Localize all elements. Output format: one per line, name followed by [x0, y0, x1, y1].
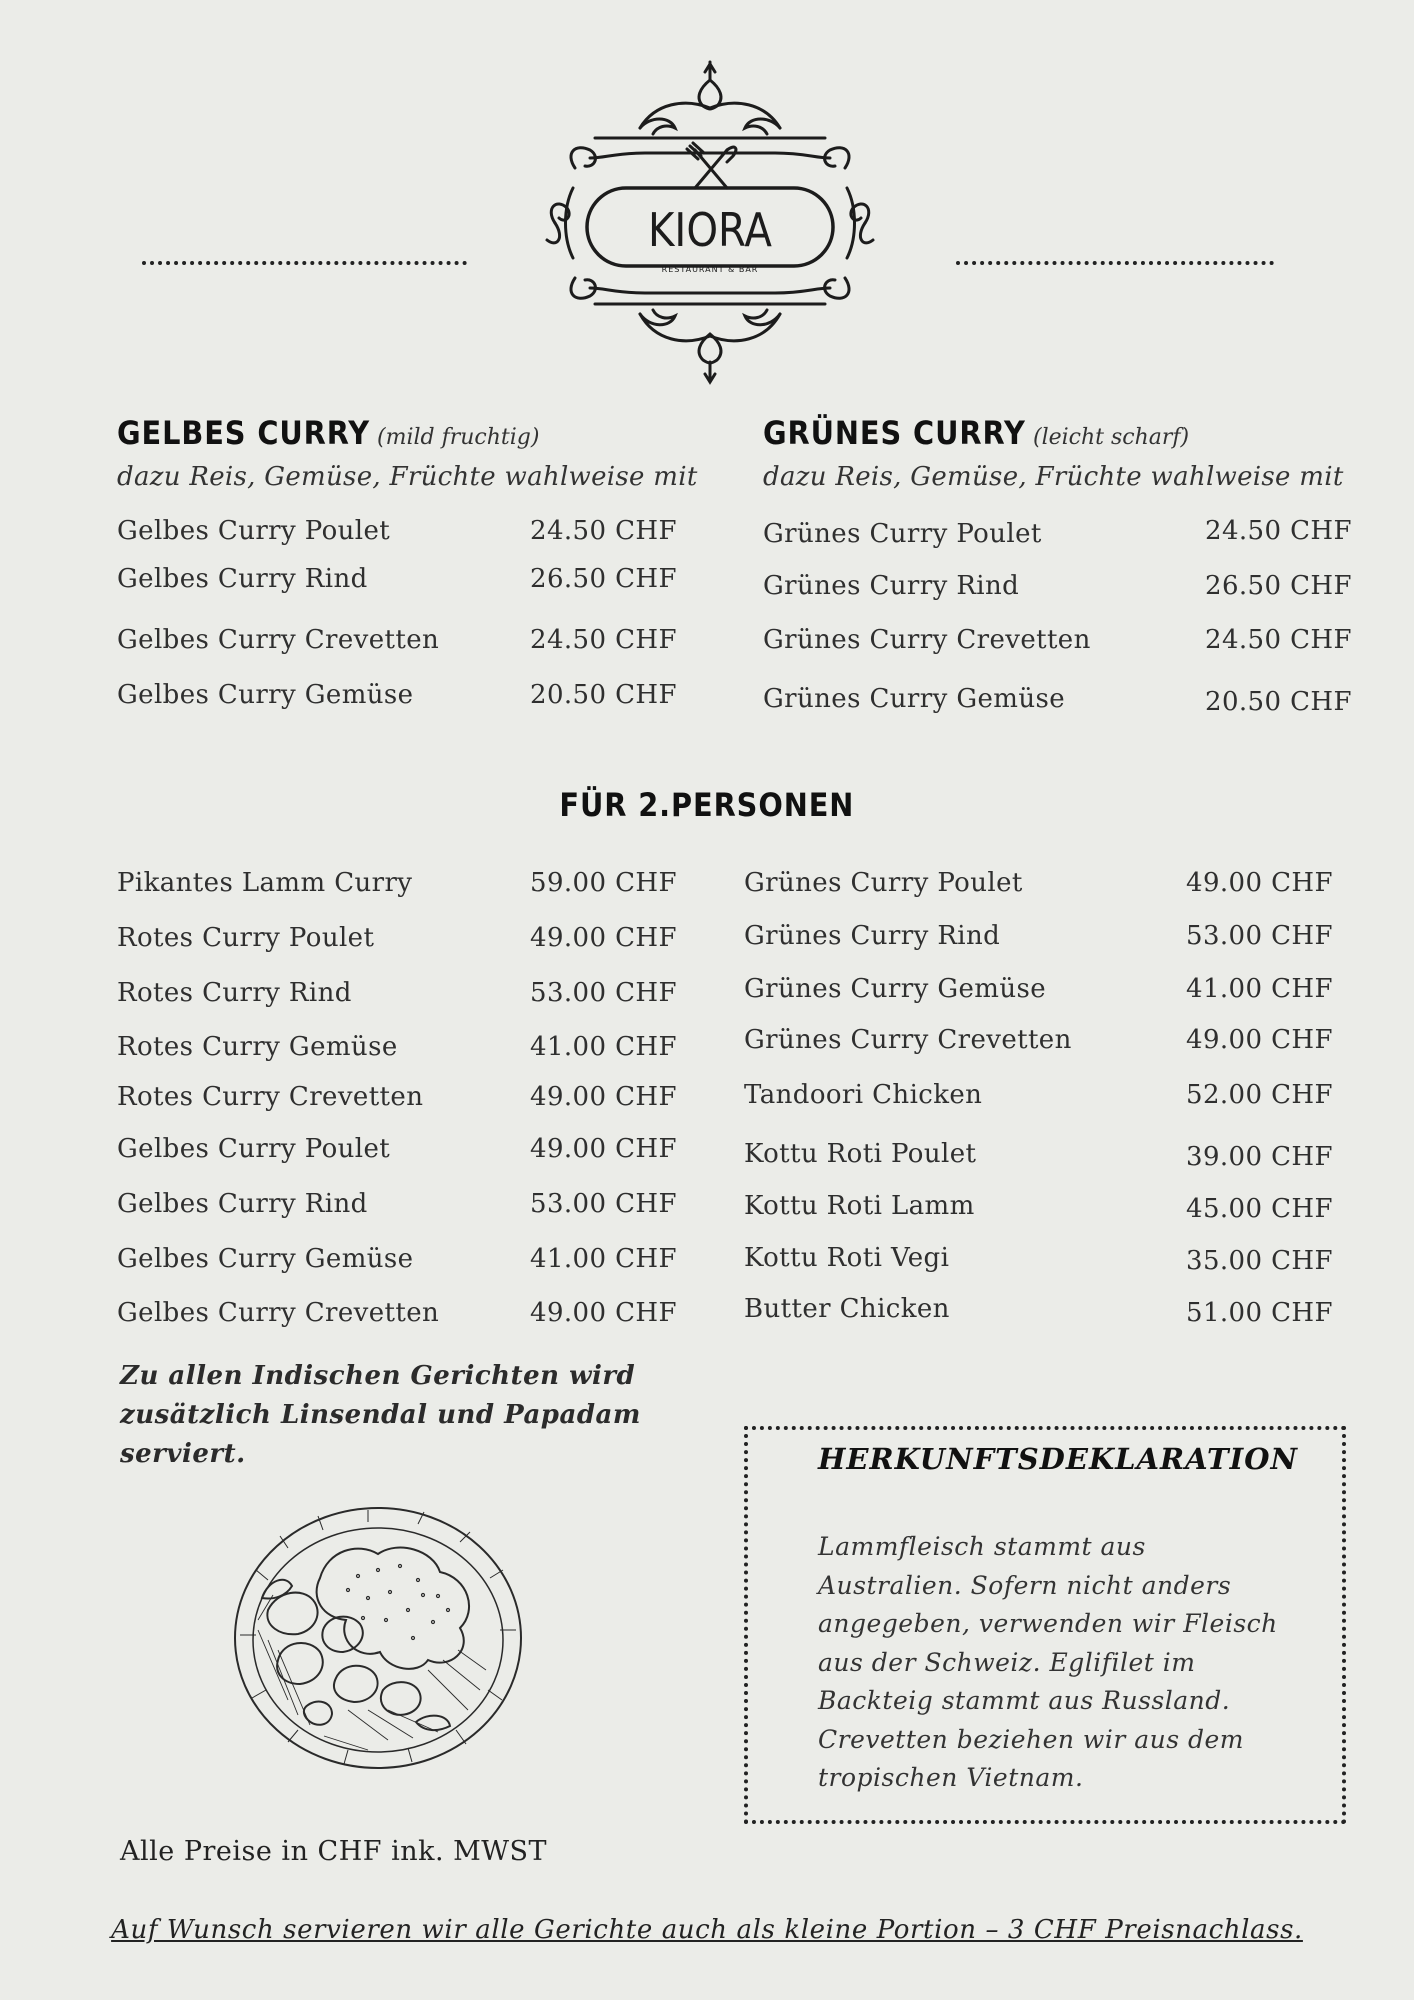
menu-item-name: Tandoori Chicken	[744, 1080, 983, 1110]
menu-item-name: Grünes Curry Gemüse	[763, 684, 1066, 714]
menu-item-name: Gelbes Curry Rind	[117, 1189, 368, 1219]
menu-item-price: 41.00 CHF	[530, 1244, 677, 1274]
menu-item-name: Gelbes Curry Gemüse	[117, 1244, 414, 1274]
menu-item-price: 35.00 CHF	[1186, 1246, 1333, 1276]
menu-item-price: 52.00 CHF	[1186, 1080, 1333, 1110]
menu-item-name: Gelbes Curry Crevetten	[117, 1298, 440, 1328]
dotted-rule-left	[142, 261, 467, 265]
menu-item-price: 41.00 CHF	[530, 1032, 677, 1062]
menu-item-name: Kottu Roti Lamm	[744, 1191, 975, 1221]
menu-item-price: 49.00 CHF	[530, 923, 677, 953]
menu-item-price: 24.50 CHF	[1205, 625, 1352, 655]
note-line: serviert.	[120, 1439, 246, 1469]
two-persons-heading: FÜR 2.PERSONEN	[559, 786, 855, 824]
green-curry-heading: GRÜNES CURRY	[763, 414, 1026, 452]
green-curry-subline: dazu Reis, Gemüse, Früchte wahlweise mit	[763, 462, 1344, 492]
vat-note: Alle Preise in CHF ink. MWST	[120, 1836, 548, 1867]
menu-item-name: Gelbes Curry Poulet	[117, 1134, 391, 1164]
menu-item-name: Pikantes Lamm Curry	[117, 868, 413, 898]
note-line: zusätzlich Linsendal und Papadam	[120, 1400, 641, 1430]
yellow-curry-note: (mild fruchtig)	[377, 425, 540, 450]
menu-item-price: 53.00 CHF	[530, 978, 677, 1008]
origin-line: tropischen Vietnam.	[818, 1763, 1084, 1792]
logo-tagline: RESTAURANT & BAR	[661, 265, 759, 274]
note-line: Zu allen Indischen Gerichten wird	[120, 1361, 636, 1391]
menu-item-name: Gelbes Curry Poulet	[117, 516, 391, 546]
menu-item-name: Grünes Curry Rind	[763, 571, 1020, 601]
menu-item-name: Kottu Roti Vegi	[744, 1243, 950, 1273]
menu-item-price: 59.00 CHF	[530, 868, 677, 898]
dotted-rule-right	[956, 261, 1274, 265]
menu-item-name: Kottu Roti Poulet	[744, 1139, 977, 1169]
menu-item-name: Gelbes Curry Rind	[117, 564, 368, 594]
menu-item-price: 49.00 CHF	[530, 1134, 677, 1164]
menu-item-price: 24.50 CHF	[530, 625, 677, 655]
menu-item-name: Grünes Curry Poulet	[763, 519, 1042, 549]
menu-item-price: 49.00 CHF	[1186, 868, 1333, 898]
small-portion-note: Auf Wunsch servieren wir alle Gerichte auch als kleine Portion – 3 CHF Preisnachlass.	[111, 1915, 1303, 1945]
side-dish-note	[120, 1357, 680, 1474]
yellow-curry-subline: dazu Reis, Gemüse, Früchte wahlweise mit	[117, 462, 698, 492]
yellow-curry-heading: GELBES CURRY	[117, 414, 371, 452]
logo-name: KIORA	[648, 203, 773, 257]
menu-item-price: 45.00 CHF	[1186, 1194, 1333, 1224]
menu-item-name: Grünes Curry Gemüse	[744, 974, 1047, 1004]
menu-item-price: 24.50 CHF	[1205, 516, 1352, 546]
origin-line: Lammfleisch stammt aus	[818, 1532, 1146, 1561]
menu-item-name: Grünes Curry Poulet	[744, 868, 1023, 898]
menu-item-price: 20.50 CHF	[530, 680, 677, 710]
menu-item-name: Butter Chicken	[744, 1294, 950, 1324]
curry-plate-illustration	[228, 1500, 528, 1780]
green-curry-section	[763, 410, 1383, 730]
menu-item-price: 20.50 CHF	[1205, 687, 1352, 717]
menu-item-price: 39.00 CHF	[1186, 1142, 1333, 1172]
origin-line: Crevetten beziehen wir aus dem	[818, 1724, 1245, 1754]
menu-item-price: 24.50 CHF	[530, 516, 677, 546]
menu-item-price: 26.50 CHF	[1205, 571, 1352, 601]
origin-line: Backteig stammt aus Russland.	[818, 1686, 1231, 1715]
menu-item-price: 41.00 CHF	[1186, 974, 1333, 1004]
origin-text	[818, 1528, 1318, 1798]
origin-line: angegeben, verwenden wir Fleisch	[818, 1609, 1278, 1638]
menu-item-price: 49.00 CHF	[1186, 1025, 1333, 1055]
menu-item-name: Gelbes Curry Gemüse	[117, 680, 414, 710]
menu-item-price: 51.00 CHF	[1186, 1298, 1333, 1328]
green-curry-note: (leicht scharf)	[1033, 425, 1190, 450]
menu-item-name: Rotes Curry Rind	[117, 978, 352, 1008]
kiora-logo	[535, 58, 885, 388]
menu-item-price: 53.00 CHF	[530, 1189, 677, 1219]
menu-item-name: Grünes Curry Rind	[744, 921, 1001, 951]
menu-item-name: Rotes Curry Poulet	[117, 923, 375, 953]
menu-item-price: 26.50 CHF	[530, 564, 677, 594]
menu-item-price: 49.00 CHF	[530, 1298, 677, 1328]
menu-item-name: Grünes Curry Crevetten	[763, 625, 1091, 655]
menu-item-name: Gelbes Curry Crevetten	[117, 625, 440, 655]
origin-declaration-box	[744, 1426, 1346, 1824]
menu-item-name: Rotes Curry Gemüse	[117, 1032, 398, 1062]
origin-title: HERKUNFTSDEKLARATION	[818, 1442, 1298, 1476]
menu-item-name: Rotes Curry Crevetten	[117, 1082, 424, 1112]
origin-line: Australien. Sofern nicht anders	[818, 1570, 1232, 1600]
menu-item-price: 53.00 CHF	[1186, 921, 1333, 951]
origin-line: aus der Schweiz. Eglifilet im	[818, 1647, 1196, 1677]
menu-item-name: Grünes Curry Crevetten	[744, 1025, 1072, 1055]
menu-item-price: 49.00 CHF	[530, 1082, 677, 1112]
